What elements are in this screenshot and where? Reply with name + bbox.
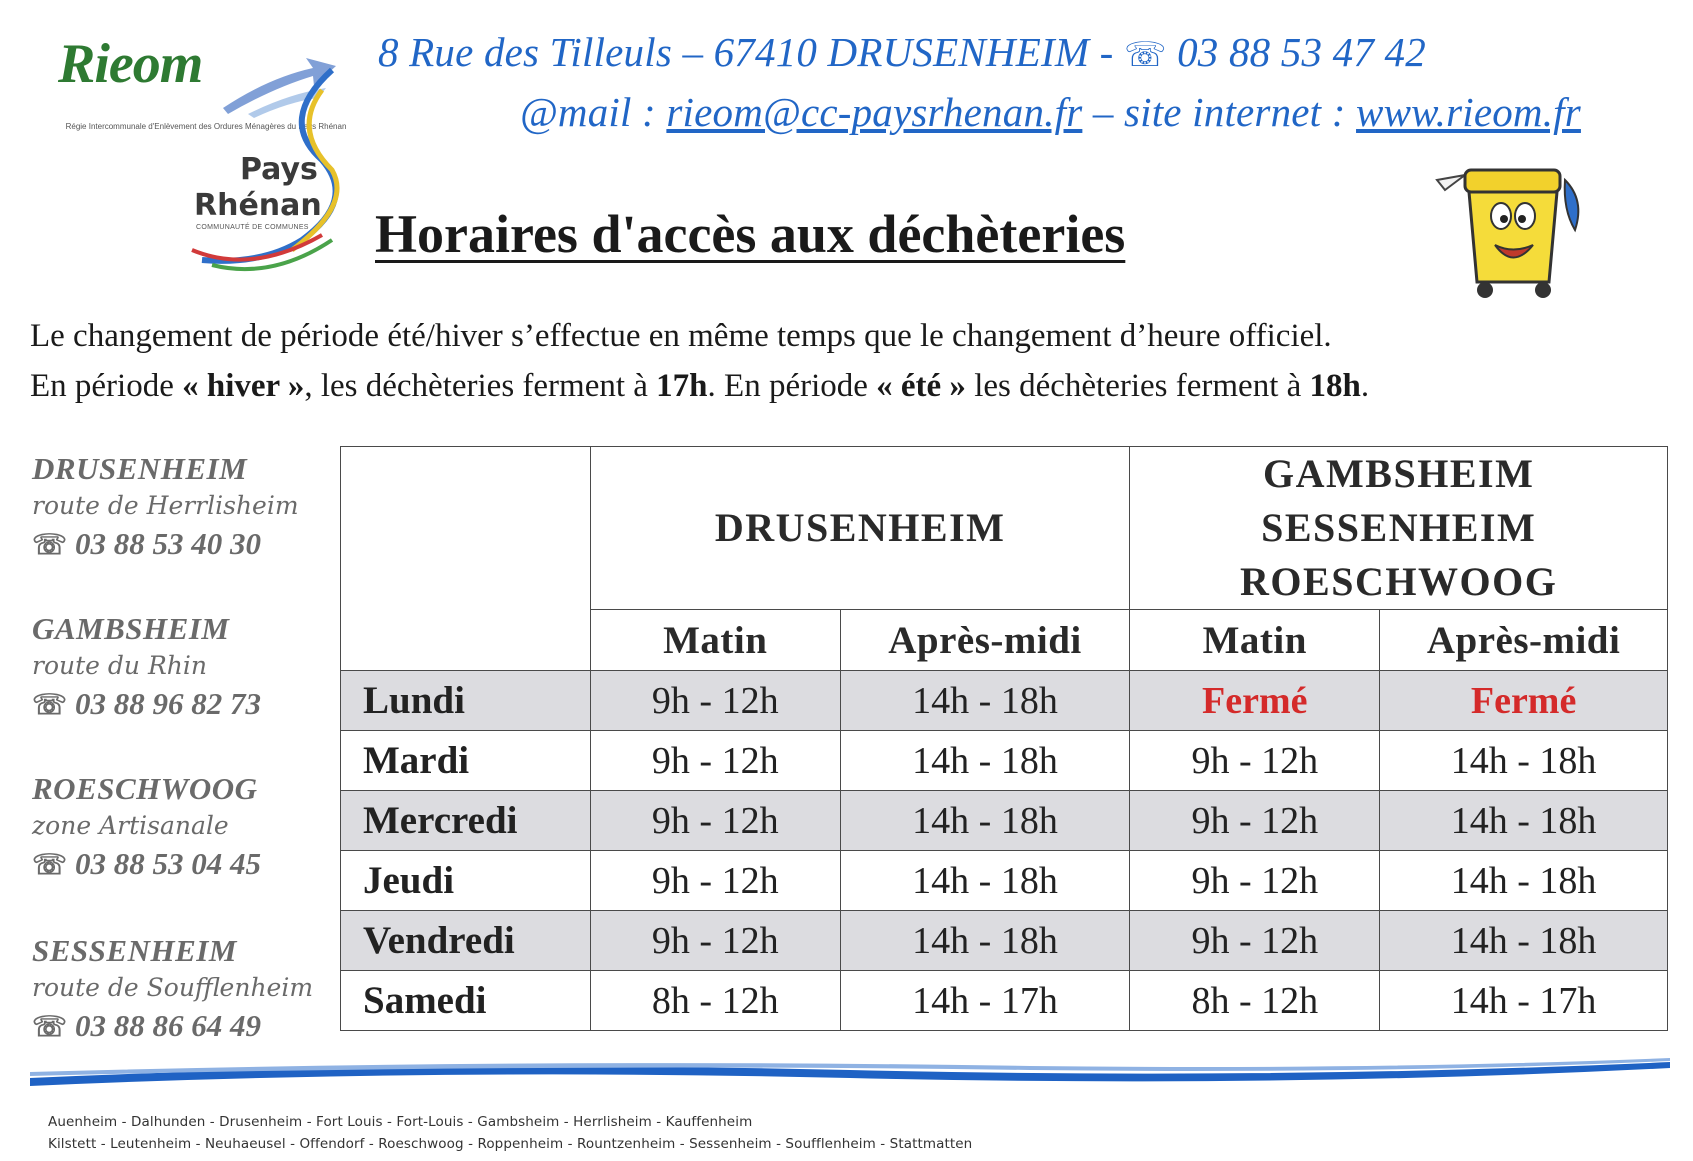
contact-web-line [520,88,1581,136]
winter-closing: 17h [656,368,708,404]
logo-wordmark: Rieom [58,33,203,95]
page-title: Horaires d'accès aux déchèteries [375,204,1126,264]
table-row [341,971,1668,1031]
header-morning: Matin [590,610,840,671]
time-cell: 14h - 18h [1380,731,1668,791]
table-row [341,851,1668,911]
time-cell: 8h - 12h [1130,971,1380,1031]
header-sessenheim: SESSENHEIM [1261,505,1537,550]
site-phone [32,844,322,886]
day-cell: Mercredi [341,791,591,851]
day-cell: Mardi [341,731,591,791]
footer-wave-divider [30,1058,1670,1092]
time-cell: 9h - 12h [590,731,840,791]
site-road: zone Artisanale [32,811,229,840]
time-cell: 9h - 12h [590,671,840,731]
time-cell: 9h - 12h [590,851,840,911]
site-drusenheim [32,450,322,566]
day-cell: Lundi [341,671,591,731]
time-cell: 14h - 18h [840,671,1130,731]
site-sessenheim [32,932,322,1048]
phone-icon: ☏ [32,530,68,561]
site-phone-number: 03 88 53 04 45 [75,846,262,881]
day-cell: Jeudi [341,851,591,911]
time-cell: 9h - 12h [590,791,840,851]
header-afternoon: Après-midi [840,610,1130,671]
site-phone [32,684,322,726]
summer-closing: 18h [1309,368,1361,404]
pays-line-1: Pays [240,152,318,187]
header-group-b [1130,447,1668,610]
closed-cell: Fermé [1380,671,1668,731]
table-row [341,791,1668,851]
table-row [341,911,1668,971]
site-gambsheim [32,610,322,726]
day-cell: Vendredi [341,911,591,971]
site-road: route de Herrlisheim [32,491,299,520]
header-gambsheim: GAMBSHEIM [1263,451,1535,496]
email-link[interactable]: rieom@cc-paysrhenan.fr [666,89,1083,135]
site-phone-number: 03 88 86 64 49 [75,1008,262,1043]
time-cell: 14h - 17h [1380,971,1668,1031]
intro-text: , les déchèteries ferment à [304,368,657,404]
member-towns-line-2: Kilstett - Leutenheim - Neuhaeusel - Offendorf - Roeschwoog - Roppenheim - Rountzenheim - Sessenheim - Soufflenheim - Stattmatten [48,1136,973,1152]
phone-icon: ☏ [32,1012,68,1043]
table-row [341,731,1668,791]
time-cell: 9h - 12h [1130,851,1380,911]
intro-text: En période [30,368,183,404]
header-afternoon: Après-midi [1380,610,1668,671]
winter-label: « hiver » [182,368,305,404]
member-towns-line-1: Auenheim - Dalhunden - Drusenheim - Fort Louis - Fort-Louis - Gambsheim - Herrlisheim - Kauffenheim [48,1114,753,1130]
site-road: route du Rhin [32,651,207,680]
time-cell: 9h - 12h [1130,791,1380,851]
mail-label: @mail : [520,89,656,135]
phone-icon: ☏ [32,690,68,721]
closed-cell: Fermé [1130,671,1380,731]
logo-tagline: Régie Intercommunale d'Enlèvement des Ordures Ménagères du Pays Rhénan [65,122,347,131]
website-link[interactable]: www.rieom.fr [1356,89,1581,135]
summer-label: « été » [876,368,966,404]
header-roeschwoog: ROESCHWOOG [1240,559,1558,604]
pays-rhenan-logo [182,120,362,270]
intro-text: les déchèteries ferment à [965,368,1310,404]
main-phone: 03 88 53 47 42 [1177,29,1426,75]
contact-address-line [378,28,1426,76]
header-morning: Matin [1130,610,1380,671]
time-cell: 9h - 12h [1130,731,1380,791]
time-cell: 14h - 18h [840,731,1130,791]
intro-line-2 [30,368,1369,405]
time-cell: 14h - 18h [840,851,1130,911]
pays-line-3: COMMUNAUTÉ DE COMMUNES [196,224,309,231]
site-label: – site internet : [1092,89,1346,135]
address-text: 8 Rue des Tilleuls – 67410 DRUSENHEIM - [378,29,1114,75]
pays-line-2: Rhénan [194,188,322,223]
day-cell: Samedi [341,971,591,1031]
time-cell: 14h - 18h [840,791,1130,851]
intro-text: . [1360,368,1370,404]
time-cell: 14h - 17h [840,971,1130,1031]
time-cell: 9h - 12h [590,911,840,971]
site-road: route de Soufflenheim [32,973,314,1002]
site-phone-number: 03 88 96 82 73 [75,686,262,721]
site-name: DRUSENHEIM [32,451,248,486]
time-cell: 9h - 12h [1130,911,1380,971]
time-cell: 14h - 18h [1380,851,1668,911]
intro-line-1: Le changement de période été/hiver s’effectue en même temps que le changement d’heure officiel. [30,318,1332,354]
site-name: ROESCHWOOG [32,771,258,806]
site-phone [32,524,322,566]
time-cell: 14h - 18h [840,911,1130,971]
phone-icon: ☏ [1123,37,1167,74]
site-name: GAMBSHEIM [32,611,230,646]
time-cell: 8h - 12h [590,971,840,1031]
site-roeschwoog [32,770,322,886]
bin-mascot-icon [1425,150,1595,300]
time-cell: 14h - 18h [1380,911,1668,971]
intro-text: . En période [707,368,877,404]
header-drusenheim: DRUSENHEIM [590,447,1130,610]
schedule-table [340,446,1668,1031]
site-name: SESSENHEIM [32,933,237,968]
site-phone-number: 03 88 53 40 30 [75,526,262,561]
site-phone [32,1006,322,1048]
time-cell: 14h - 18h [1380,791,1668,851]
corner-cell [341,447,591,671]
phone-icon: ☏ [32,850,68,881]
table-row [341,671,1668,731]
